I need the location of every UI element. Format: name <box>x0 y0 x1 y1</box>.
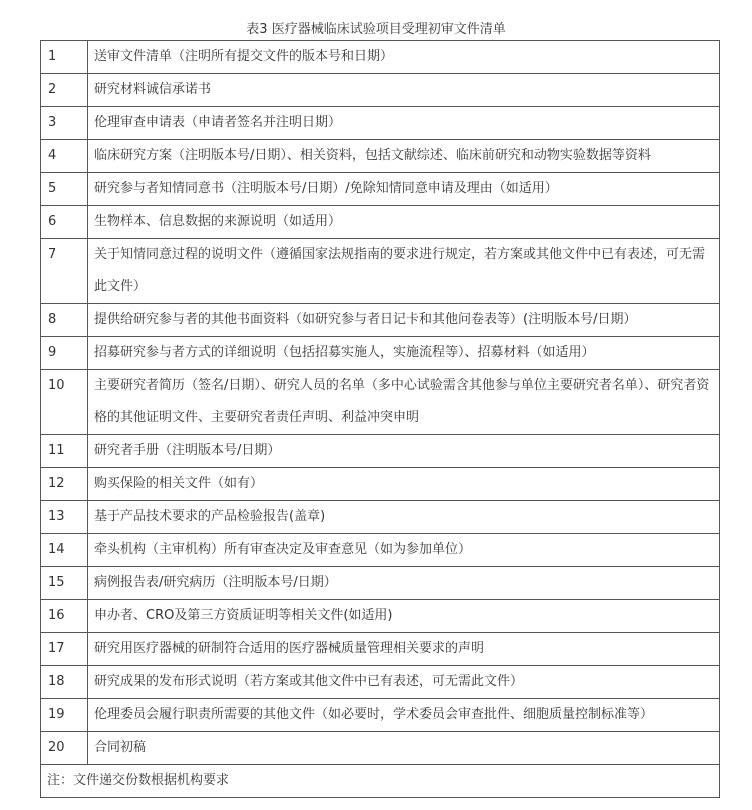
row-text: 购买保险的相关文件（如有） <box>88 468 720 501</box>
row-text: 牵头机构（主审机构）所有审查决定及审查意见（如为参加单位） <box>88 534 720 567</box>
table-row <box>41 107 720 140</box>
row-number: 4 <box>41 140 88 173</box>
row-text: 提供给研究参与者的其他书面资料（如研究参与者日记卡和其他问卷表等）(注明版本号/日期） <box>88 304 720 337</box>
row-number: 1 <box>41 41 88 74</box>
table-row <box>41 534 720 567</box>
row-text: 研究材料诚信承诺书 <box>88 74 720 107</box>
table-row <box>41 732 720 765</box>
row-number: 11 <box>41 435 88 468</box>
table-body <box>41 41 720 798</box>
row-text: 生物样本、信息数据的来源说明（如适用） <box>88 206 720 239</box>
row-number: 12 <box>41 468 88 501</box>
table-row <box>41 666 720 699</box>
row-text: 研究用医疗器械的研制符合适用的医疗器械质量管理相关要求的声明 <box>88 633 720 666</box>
table-row <box>41 173 720 206</box>
row-text: 送审文件清单（注明所有提交文件的版本号和日期） <box>88 41 720 74</box>
row-text: 基于产品技术要求的产品检验报告(盖章) <box>88 501 720 534</box>
table-row <box>41 600 720 633</box>
note-row <box>41 765 720 798</box>
table-row <box>41 567 720 600</box>
table-row <box>41 501 720 534</box>
row-text: 关于知情同意过程的说明文件（遵循国家法规指南的要求进行规定，若方案或其他文件中已有表述，可无需此文件） <box>88 239 720 304</box>
row-number: 19 <box>41 699 88 732</box>
row-number: 18 <box>41 666 88 699</box>
table-row <box>41 468 720 501</box>
row-number: 14 <box>41 534 88 567</box>
table-row <box>41 435 720 468</box>
table-row <box>41 140 720 173</box>
row-text: 合同初稿 <box>88 732 720 765</box>
row-number: 13 <box>41 501 88 534</box>
table-row <box>41 239 720 304</box>
row-text: 研究成果的发布形式说明（若方案或其他文件中已有表述，可无需此文件） <box>88 666 720 699</box>
row-text: 申办者、CRO及第三方资质证明等相关文件(如适用) <box>88 600 720 633</box>
row-number: 7 <box>41 239 88 304</box>
table-row <box>41 206 720 239</box>
row-number: 8 <box>41 304 88 337</box>
row-number: 17 <box>41 633 88 666</box>
row-text: 伦理委员会履行职责所需要的其他文件（如必要时，学术委员会审查批件、细胞质量控制标准等） <box>88 699 720 732</box>
row-number: 10 <box>41 370 88 435</box>
table-row <box>41 699 720 732</box>
table-row <box>41 337 720 370</box>
row-number: 15 <box>41 567 88 600</box>
row-number: 5 <box>41 173 88 206</box>
row-text: 研究者手册（注明版本号/日期） <box>88 435 720 468</box>
row-text: 病例报告表/研究病历（注明版本号/日期） <box>88 567 720 600</box>
row-number: 20 <box>41 732 88 765</box>
table-row <box>41 41 720 74</box>
row-number: 6 <box>41 206 88 239</box>
row-text: 临床研究方案（注明版本号/日期）、相关资料，包括文献综述、临床前研究和动物实验数据等资料 <box>88 140 720 173</box>
table-row <box>41 74 720 107</box>
row-text: 研究参与者知情同意书（注明版本号/日期）/免除知情同意申请及理由（如适用） <box>88 173 720 206</box>
document-table <box>40 40 720 798</box>
table-row <box>41 304 720 337</box>
row-number: 16 <box>41 600 88 633</box>
note-text: 注：文件递交份数根据机构要求 <box>41 765 720 798</box>
table-row <box>41 633 720 666</box>
row-text: 伦理审查申请表（申请者签名并注明日期） <box>88 107 720 140</box>
table-row <box>41 370 720 435</box>
row-number: 3 <box>41 107 88 140</box>
row-number: 9 <box>41 337 88 370</box>
table-title: 表3 医疗器械临床试验项目受理初审文件清单 <box>246 22 506 37</box>
row-number: 2 <box>41 74 88 107</box>
row-text: 主要研究者简历（签名/日期）、研究人员的名单（多中心试验需含其他参与单位主要研究者名单）、研究者资格的其他证明文件、主要研究者责任声明、利益冲突申明 <box>88 370 720 435</box>
row-text: 招募研究参与者方式的详细说明（包括招募实施人，实施流程等）、招募材料（如适用） <box>88 337 720 370</box>
